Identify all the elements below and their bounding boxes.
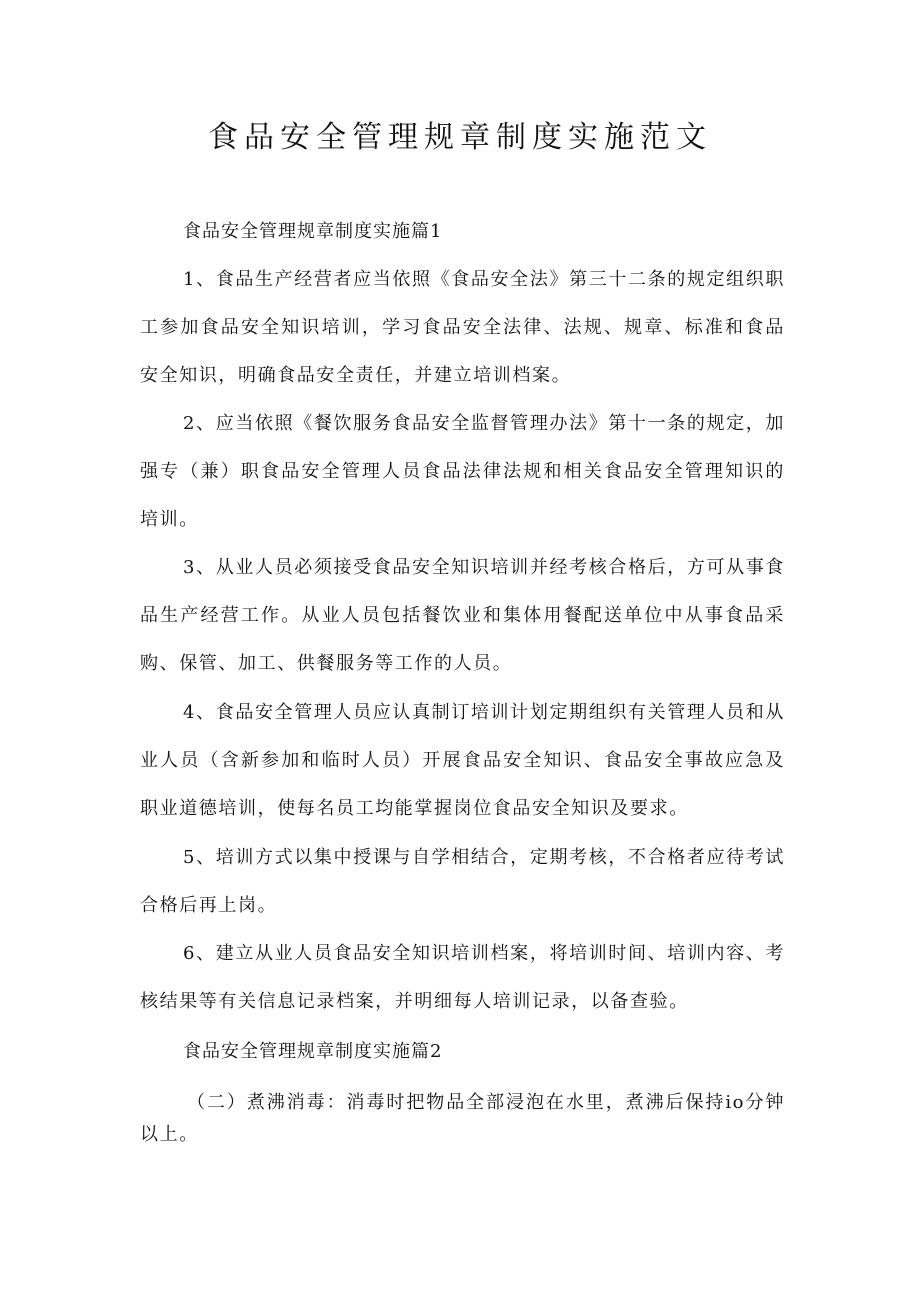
paragraph-1-4: 4、食品安全管理人员应认真制订培训计划定期组织有关管理人员和从业人员（含新参加和临时人员）开展食品安全知识、食品安全事故应急及职业道德培训，使每名员工均能掌握岗位食品安全知识及要求。	[140, 702, 785, 819]
paragraph-1-5: 5、培训方式以集中授课与自学相结合，定期考核，不合格者应待考试合格后再上岗。	[140, 847, 785, 916]
paragraph-1-3: 3、从业人员必须接受食品安全知识培训并经考核合格后，方可从事食品生产经营工作。从业人员包括餐饮业和集体用餐配送单位中从事食品采购、保管、加工、供餐服务等工作的人员。	[140, 557, 785, 674]
paragraph-2-1: （二）煮沸消毒：消毒时把物品全部浸泡在水里，煮沸后保持io分钟以上。	[140, 1092, 785, 1145]
section-heading-2: 食品安全管理规章制度实施篇2	[183, 1041, 443, 1062]
document-title: 食品安全管理规章制度实施范文	[208, 120, 712, 155]
paragraph-1-2: 2、应当依照《餐饮服务食品安全监督管理办法》第十一条的规定，加强专（兼）职食品安全管理人员食品法律法规和相关食品安全管理知识的培训。	[140, 413, 785, 530]
paragraph-1-6: 6、建立从业人员食品安全知识培训档案，将培训时间、培训内容、考核结果等有关信息记录档案，并明细每人培训记录，以备查验。	[140, 943, 785, 1012]
section-heading-1: 食品安全管理规章制度实施篇1	[183, 221, 443, 242]
paragraph-1-1: 1、食品生产经营者应当依照《食品安全法》第三十二条的规定组织职工参加食品安全知识培训，学习食品安全法律、法规、规章、标准和食品安全知识，明确食品安全责任，并建立培训档案。	[140, 269, 785, 386]
